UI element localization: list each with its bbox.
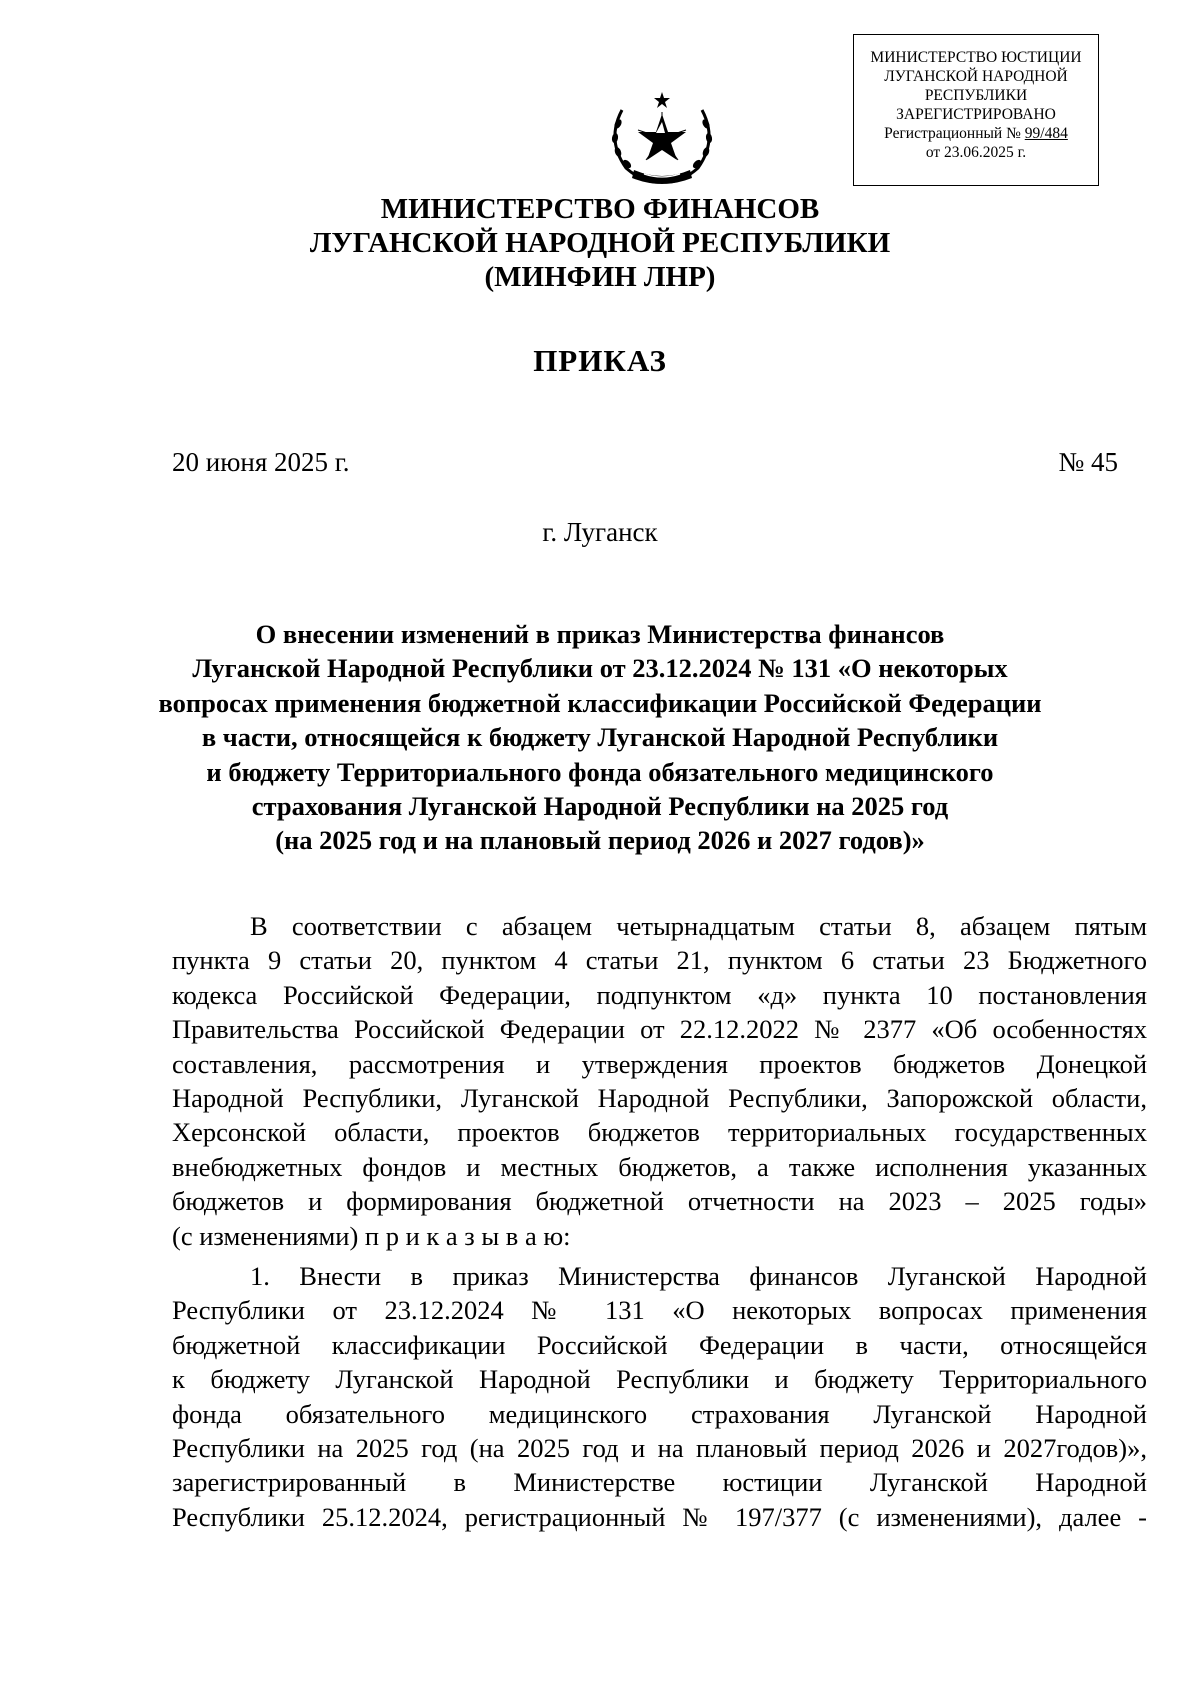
item-line: Республики 25.12.2024, регистрационный № 197/377 (с изменениями), далее - bbox=[172, 1501, 1147, 1532]
ministry-line-2: ЛУГАНСКОЙ НАРОДНОЙ РЕСПУБЛИКИ bbox=[309, 227, 891, 259]
registration-line-3: РЕСПУБЛИКИ bbox=[924, 87, 1028, 104]
registration-date: от 23.06.2025 г. bbox=[925, 144, 1027, 161]
registration-number: 99/484 bbox=[1024, 125, 1068, 142]
preamble-line: (с изменениями) п р и к а з ы в а ю: bbox=[172, 1220, 571, 1251]
preamble-line: Народной Республики, Луганской Народной Республики, Запорожской области, bbox=[172, 1083, 1147, 1114]
preamble-line: составления, рассмотрения и утверждения проектов бюджетов Донецкой bbox=[172, 1048, 1147, 1079]
ministry-line-1: МИНИСТЕРСТВО ФИНАНСОВ bbox=[380, 193, 820, 225]
item-line: фонда обязательного медицинского страхования Луганской Народной bbox=[172, 1398, 1147, 1429]
registration-line-4: ЗАРЕГИСТРИРОВАНО bbox=[896, 106, 1056, 123]
ministry-line-3: (МИНФИН ЛНР) bbox=[484, 261, 716, 293]
subject-line: в части, относящейся к бюджету Луганской Народной Республики bbox=[201, 722, 999, 753]
document-type: ПРИКАЗ bbox=[533, 343, 667, 378]
subject-line: О внесении изменений в приказ Министерства финансов bbox=[255, 619, 945, 649]
ministry-header bbox=[0, 192, 1200, 294]
document-city: г. Луганск bbox=[542, 517, 658, 547]
subject-line: вопросах применения бюджетной классификации Российской Федерации bbox=[158, 687, 1042, 718]
registration-number-row bbox=[854, 124, 1098, 143]
preamble-line: внебюджетных фондов и местных бюджетов, а также исполнения указанных bbox=[172, 1151, 1147, 1182]
preamble-line: пункта 9 статьи 20, пунктом 4 статьи 21, пунктом 6 статьи 23 Бюджетного bbox=[172, 945, 1147, 976]
item-line: к бюджету Луганской Народной Республики и бюджету Территориального bbox=[172, 1364, 1147, 1395]
preamble-line: Правительства Российской Федерации от 22.12.2022 № 2377 «Об особенностях bbox=[172, 1014, 1147, 1045]
item-line: Республики на 2025 год (на 2025 год и на плановый период 2026 и 2027годов)», bbox=[172, 1433, 1147, 1464]
registration-number-label: Регистрационный № bbox=[884, 125, 1025, 142]
item-line: 1. Внести в приказ Министерства финансов Луганской Народной bbox=[250, 1261, 1147, 1291]
item-line: бюджетной классификации Российской Федерации в части, относящейся bbox=[172, 1329, 1147, 1360]
item-line: зарегистрированный в Министерстве юстиции Луганской Народной bbox=[172, 1467, 1147, 1498]
document-subject bbox=[150, 617, 1050, 858]
subject-line: и бюджету Территориального фонда обязательного медицинского bbox=[206, 756, 994, 787]
document-number: № 45 bbox=[1058, 447, 1118, 477]
preamble-line: кодекса Российской Федерации, подпунктом «д» пункта 10 постановления bbox=[172, 979, 1147, 1010]
subject-line: (на 2025 год и на плановый период 2026 и 2027 годов)» bbox=[275, 825, 925, 856]
preamble-line: В соответствии с абзацем четырнадцатым статьи 8, абзацем пятым bbox=[250, 911, 1147, 941]
registration-line-2: ЛУГАНСКОЙ НАРОДНОЙ bbox=[884, 68, 1068, 85]
preamble-paragraph bbox=[172, 909, 1147, 1253]
order-item-1 bbox=[172, 1259, 1147, 1534]
registration-line-1: МИНИСТЕРСТВО ЮСТИЦИИ bbox=[870, 49, 1082, 66]
coat-of-arms-icon bbox=[600, 90, 724, 190]
subject-line: Луганской Народной Республики от 23.12.2024 № 131 «О некоторых bbox=[192, 653, 1008, 684]
item-line: Республики от 23.12.2024 № 131 «О некоторых вопросах применения bbox=[172, 1295, 1147, 1326]
document-date: 20 июня 2025 г. bbox=[172, 447, 350, 477]
preamble-line: бюджетов и формирования бюджетной отчетности на 2023 – 2025 годы» bbox=[172, 1186, 1147, 1217]
preamble-line: Херсонской области, проектов бюджетов территориальных государственных bbox=[172, 1117, 1147, 1148]
registration-stamp bbox=[853, 34, 1099, 186]
subject-line: страхования Луганской Народной Республики на 2025 год bbox=[251, 791, 949, 822]
